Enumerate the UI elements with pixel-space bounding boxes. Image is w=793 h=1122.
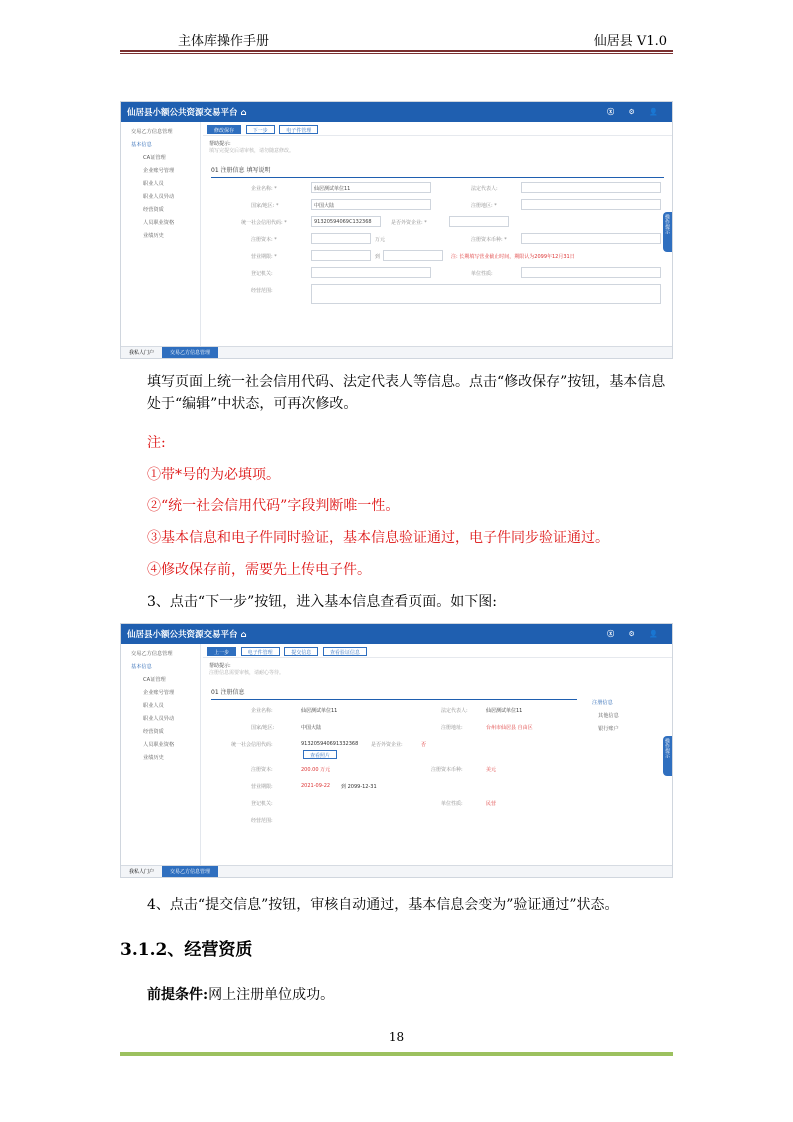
paragraph-4 — [147, 984, 673, 1006]
screenshot-edit-form — [120, 101, 673, 359]
field-label: 注册资本: * — [251, 237, 277, 243]
field-label: 是否外资企业: — [371, 742, 403, 748]
date-from-input[interactable] — [311, 250, 371, 261]
home-icon[interactable]: ⌂ — [240, 108, 247, 118]
legal-value: 仙居测试单位11 — [486, 708, 523, 714]
field-label: 注册资本币种: * — [471, 237, 507, 243]
field-label: 统一社会信用代码: — [231, 742, 273, 748]
field-label: 单位性质: — [471, 271, 493, 277]
reg-office-input[interactable] — [311, 267, 431, 278]
tab-portal[interactable]: 我私人门户 — [129, 869, 155, 875]
field-label: 注册地址: — [441, 725, 463, 731]
view-row — [211, 780, 664, 797]
sidebar-item-account[interactable]: 企业账号管理 — [143, 690, 175, 696]
paragraph-3: 4、点击“提交信息”按钮，审核自动通过，基本信息会变为”验证通过”状态。 — [147, 897, 619, 913]
field-label: 营业期限: — [251, 784, 273, 790]
legal-input[interactable] — [521, 182, 661, 193]
section-header[interactable]: 01 注册信息 — [211, 684, 577, 700]
sidebar-item-qualification[interactable]: 经营资质 — [143, 207, 164, 213]
capital-input[interactable] — [311, 233, 371, 244]
field-label: 国家/地区: — [251, 725, 275, 731]
field-label: 注册地区: * — [471, 203, 497, 209]
paragraph-2: 3、点击“下一步”按钮，进入基本信息查看页面。如下图: — [147, 594, 497, 610]
main-panel — [203, 122, 672, 346]
field-label: 注册资本: — [251, 767, 273, 773]
side-tab-label: 操作提示 — [664, 738, 670, 758]
scope-textarea[interactable] — [311, 284, 661, 304]
home-icon[interactable]: ⌂ — [240, 630, 247, 640]
foreign-select[interactable] — [449, 216, 509, 227]
attachments-button[interactable]: 电子件管理 — [279, 125, 318, 134]
company-input[interactable]: 仙居测试单位11 — [311, 182, 431, 193]
note-item: ①带*号的为必填项。 — [147, 467, 280, 483]
credit-value: 913205940691332368 — [301, 741, 359, 747]
date-to-input[interactable] — [383, 250, 443, 261]
sidebar-item-history[interactable]: 业绩历史 — [143, 755, 164, 761]
tip-text: 注册信息需要审核，请耐心等待。 — [209, 670, 285, 676]
bottom-tabs — [121, 346, 672, 358]
sidebar-item-ca[interactable]: CA证管理 — [143, 677, 166, 683]
currency-select[interactable] — [521, 233, 661, 244]
sidebar-item-staff[interactable]: 职业人员 — [143, 181, 164, 187]
help-tip — [203, 136, 672, 158]
tip-title: 帮助提示: — [209, 141, 231, 147]
field-label: 企业名称: — [251, 708, 273, 714]
tip-title: 帮助提示: — [209, 663, 231, 669]
note-item: ②“统一社会信用代码”字段判断唯一性。 — [147, 498, 400, 514]
note-title: 注: — [147, 435, 166, 451]
bottom-tabs — [121, 865, 672, 877]
nav-item-bank[interactable]: 银行账户 — [598, 726, 619, 732]
field-label: 营业期限: * — [251, 254, 277, 260]
section-heading: 3.1.2、经营资质 — [120, 940, 253, 960]
precondition-label: 前提条件: — [147, 987, 209, 1003]
form-row — [211, 199, 664, 216]
attachments-button[interactable]: 电子件管理 — [241, 647, 280, 656]
reg-place-value: 台州市仙居县 自由区 — [486, 725, 533, 731]
save-button[interactable]: 修改保存 — [207, 125, 241, 134]
field-label: 是否外资企业: * — [391, 220, 427, 226]
reg-place-select[interactable] — [521, 199, 661, 210]
app-titlebar — [121, 102, 672, 122]
region-select[interactable]: 中国大陆 — [311, 199, 431, 210]
section-header[interactable]: 01 注册信息 填写说明 — [211, 162, 664, 178]
form-row — [211, 233, 664, 250]
field-label: 登记机关: — [251, 271, 273, 277]
date-to-label: 到 — [375, 254, 381, 260]
header-title: 主体库操作手册 — [178, 34, 270, 49]
page-header — [120, 30, 673, 50]
page-number: 18 — [388, 1030, 405, 1044]
next-button[interactable]: 下一步 — [246, 125, 275, 134]
sidebar-item-qualification[interactable]: 经营资质 — [143, 729, 164, 735]
view-photo-button[interactable]: 查看照片 — [303, 750, 337, 759]
sidebar — [121, 644, 201, 865]
field-label: 企业名称: * — [251, 186, 277, 192]
side-tab[interactable] — [663, 212, 672, 252]
tab-portal[interactable]: 我私人门户 — [129, 350, 155, 356]
sidebar-item-staff-change[interactable]: 职业人员异动 — [143, 194, 175, 200]
field-label: 登记机关: — [251, 801, 273, 807]
date-from-value: 2021-09-22 — [301, 783, 331, 789]
footer-rule — [120, 1052, 673, 1056]
header-rule-thin — [120, 53, 673, 54]
sidebar-item-basic[interactable]: 基本信息 — [131, 664, 152, 670]
sidebar-group[interactable]: 交易乙方信息管理 — [131, 651, 173, 657]
date-to-value: 到 2099-12-31 — [341, 784, 377, 790]
sidebar-item-staff-change[interactable]: 职业人员异动 — [143, 716, 175, 722]
note-item: ④修改保存前，需要先上传电子件。 — [147, 562, 371, 578]
field-label: 法定代表人: — [441, 708, 468, 714]
section-nav — [592, 696, 652, 735]
toolbar — [203, 122, 672, 136]
submit-button[interactable]: 提交信息 — [284, 647, 318, 656]
field-label: 单位性质: — [441, 801, 463, 807]
titlebar-icons[interactable]: ⓧ ⚙ 👤 — [607, 630, 664, 638]
field-label: 经营范围: — [251, 288, 273, 294]
titlebar-icons[interactable]: ⓧ ⚙ 👤 — [607, 108, 664, 116]
tab-info-manage[interactable]: 交易乙方信息管理 — [162, 866, 218, 877]
app-title: 仙居县小额公共资源交易平台 — [127, 630, 238, 640]
form-row — [211, 250, 664, 267]
field-label: 法定代表人: — [471, 186, 498, 192]
capital-value: 200.00 万元 — [301, 767, 331, 773]
view-row — [211, 763, 664, 780]
view-verify-button[interactable]: 查看验证信息 — [323, 647, 367, 656]
form-row — [211, 182, 664, 199]
side-tab-label: 操作提示 — [664, 214, 670, 234]
nature-value: 民营 — [486, 801, 497, 807]
app-title: 仙居县小额公共资源交易平台 — [127, 108, 238, 118]
main-panel — [203, 644, 672, 865]
view-row — [211, 797, 664, 814]
sidebar-item-basic[interactable]: 基本信息 — [131, 142, 152, 148]
field-label: 统一社会信用代码: * — [241, 220, 287, 226]
note-item: ③基本信息和电子件同时验证，基本信息验证通过，电子件同步验证通过。 — [147, 530, 609, 546]
precondition-text: 网上注册单位成功。 — [208, 987, 335, 1003]
form-row — [211, 267, 664, 284]
side-tab[interactable] — [663, 736, 672, 776]
nav-item-register[interactable]: 注册信息 — [592, 700, 613, 706]
company-value: 仙居测试单位11 — [301, 708, 338, 714]
sidebar — [121, 122, 201, 346]
field-label: 国家/地区: * — [251, 203, 279, 209]
sidebar-item-staff[interactable]: 职业人员 — [143, 703, 164, 709]
tab-info-manage[interactable]: 交易乙方信息管理 — [162, 347, 218, 358]
header-version: 仙居县 V1.0 — [593, 34, 667, 49]
screenshot-view-form — [120, 623, 673, 878]
prev-button[interactable]: 上一步 — [207, 647, 236, 656]
paragraph-1: 填写页面上统一社会信用代码、法定代表人等信息。点击“修改保存”按钮，基本信息处于“编辑”中状态，可再次修改。 — [147, 374, 666, 412]
tip-text: 填写完提交后请审核，请勿随意修改。 — [209, 148, 295, 154]
toolbar — [203, 644, 672, 658]
sidebar-item-cert[interactable]: 人员职业资格 — [143, 220, 175, 226]
view-row — [211, 814, 664, 831]
capital-unit: 万元 — [375, 237, 386, 243]
header-rule — [120, 50, 673, 52]
sidebar-item-account[interactable]: 企业账号管理 — [143, 168, 175, 174]
app-titlebar — [121, 624, 672, 644]
field-label: 经营范围: — [251, 818, 273, 824]
nature-select[interactable] — [521, 267, 661, 278]
credit-input[interactable]: 91320594069C132368 — [311, 216, 381, 227]
region-value: 中国大陆 — [301, 725, 322, 731]
help-tip — [203, 658, 672, 680]
nav-item-other[interactable]: 其他信息 — [598, 713, 619, 719]
form-row — [211, 216, 664, 233]
date-note: 注: 长期填写营业截止时间，期限认为2099年12月31日 — [451, 254, 575, 260]
view-row — [211, 738, 664, 759]
sidebar-item-history[interactable]: 业绩历史 — [143, 233, 164, 239]
field-label: 注册资本币种: — [431, 767, 463, 773]
form-row — [211, 284, 664, 308]
currency-value: 美元 — [486, 767, 497, 773]
sidebar-item-ca[interactable]: CA证管理 — [143, 155, 166, 161]
sidebar-group[interactable]: 交易乙方信息管理 — [131, 129, 173, 135]
sidebar-item-cert[interactable]: 人员职业资格 — [143, 742, 175, 748]
foreign-value: 否 — [421, 742, 427, 748]
